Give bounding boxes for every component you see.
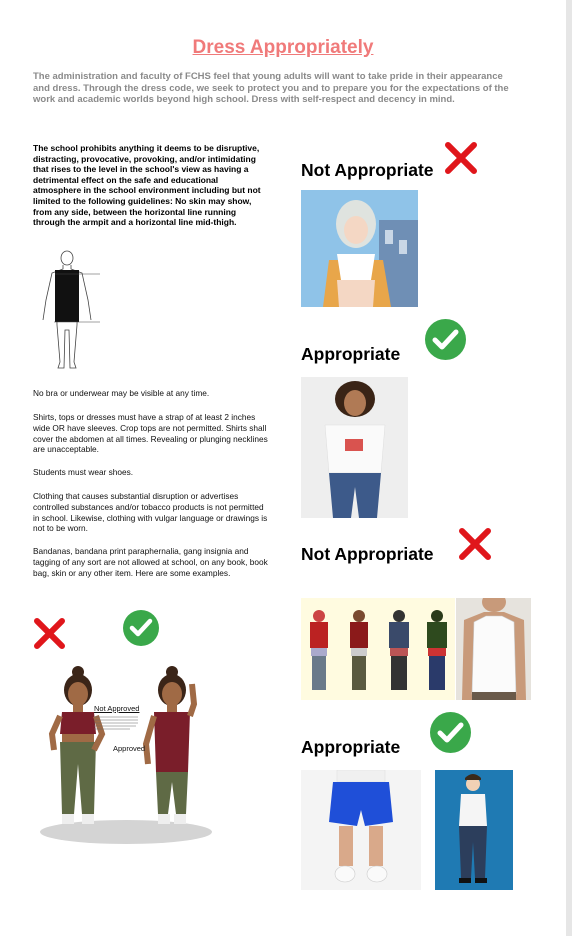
label-not-appropriate-1: Not Appropriate [301, 160, 434, 180]
check-circle-icon [424, 318, 467, 361]
cross-icon [33, 617, 66, 650]
rule-gang-insignia: Bandanas, bandana print paraphernalia, gang insignia and tagging of any sort are not allowed at school, on any book, book bag, skin or any other item. Here are some examples. [33, 546, 268, 578]
girl-outfit-illustration [38, 664, 214, 846]
check-circle-icon [122, 609, 160, 647]
cross-icon [444, 141, 478, 175]
sagging-pants-photo [301, 598, 455, 700]
rule-underwear: No bra or underwear may be visible at any time. [33, 388, 210, 398]
approved-caption: Approved [113, 744, 146, 753]
label-appropriate-1: Appropriate [301, 344, 401, 364]
page-title: Dress Appropriately [192, 37, 374, 58]
label-appropriate-2: Appropriate [301, 737, 401, 757]
body-diagram [34, 250, 104, 375]
rules-intro: The school prohibits anything it deems to be disruptive, distracting, provocative, provoking, and/or intimidating that rises to the level in the school's view as having a detrimental effect on the safe and educational atmosphere in the school environment including but not limited to the following guidelines: No skin may show, from any side, between the horizontal line running through the armpit and a horizontal line mid-thigh. [33, 143, 261, 228]
rule-shoes: Students must wear shoes. [33, 467, 134, 477]
check-circle-icon [429, 711, 472, 754]
casual-man-illustration [435, 770, 513, 890]
tank-top-photo [456, 598, 531, 700]
athletic-shorts-photo [301, 770, 421, 890]
tshirt-jeans-photo [301, 377, 408, 518]
not-approved-caption: Not Approved [94, 704, 140, 713]
anime-character-photo [301, 190, 418, 307]
rule-straps: Shirts, tops or dresses must have a strap of at least 2 inches wide OR have sleeves. Crop tops are not permitted. Shirts shall cover the abdomen at all times. Revealing or plunging necklines are unacceptable. [33, 412, 268, 455]
scrollbar[interactable] [566, 0, 572, 936]
rule-disruptive-clothing: Clothing that causes substantial disruption or advertises controlled substances and/or tobacco products is not permitted in school. Likewise, clothing with vulgar language or drawings is not to be worn. [33, 491, 268, 534]
cross-icon [458, 527, 492, 561]
intro-paragraph: The administration and faculty of FCHS feel that young adults will want to take pride in their appearance and dress. Through the dress code, we seek to protect you and to prepare you for the expectations of the work and academic worlds beyond high school. Dress with self-respect and decency in mind. [33, 71, 509, 106]
label-not-appropriate-2: Not Appropriate [301, 544, 434, 564]
